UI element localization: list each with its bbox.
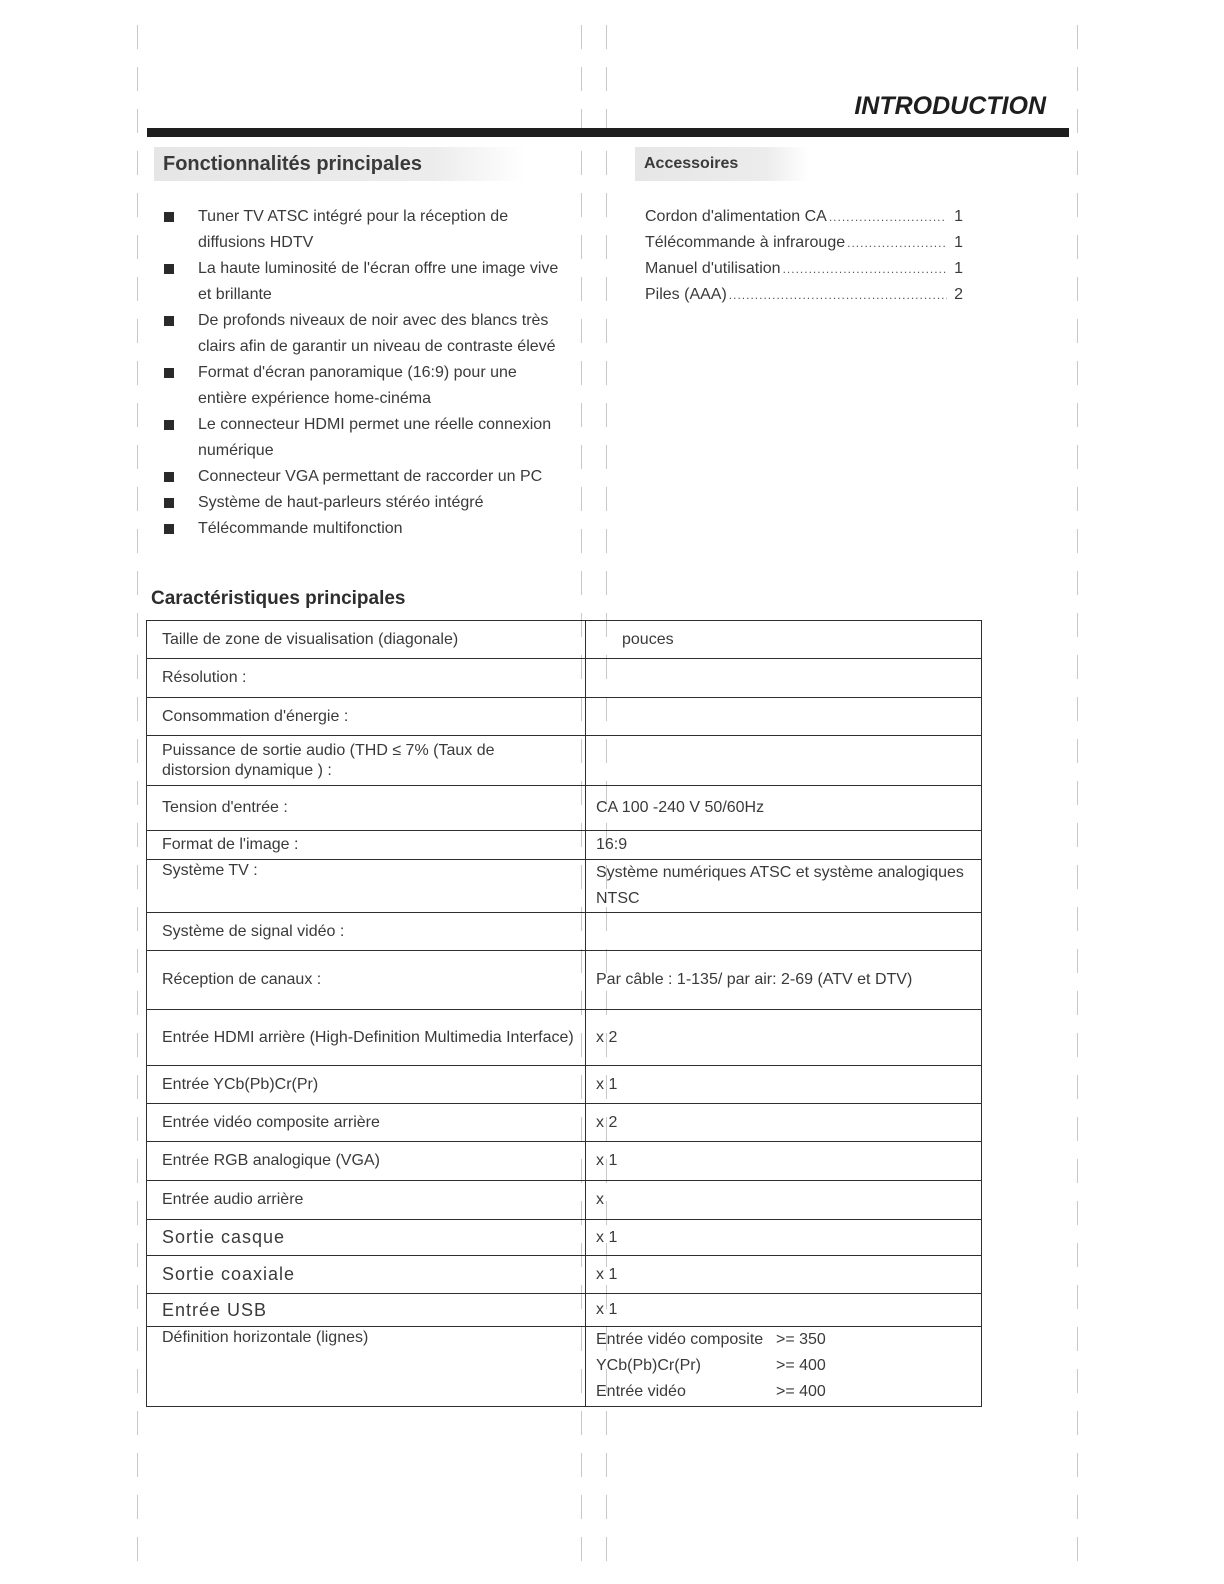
bullet-square-icon [164,472,174,482]
table-row: Tension d'entrée : CA 100 -240 V 50/60Hz [147,786,982,831]
margin-tick [137,781,138,805]
page-section-title: INTRODUCTION [854,92,1046,120]
bullet-square-icon [164,524,174,534]
margin-tick [1077,277,1078,301]
margin-tick [1077,1033,1078,1057]
margin-tick [606,1495,607,1519]
bullet-square-icon [164,420,174,430]
margin-tick [606,25,607,49]
margin-tick [1077,529,1078,553]
margin-tick [1077,865,1078,889]
table-row: Puissance de sortie audio (THD ≤ 7% (Taux de distorsion dynamique ) : [147,736,982,786]
margin-tick [137,1327,138,1351]
margin-tick [137,1369,138,1393]
margin-tick [137,613,138,637]
margin-tick [581,1537,582,1561]
margin-tick [606,319,607,343]
margin-tick [1077,949,1078,973]
margin-tick [1077,739,1078,763]
table-row: Sortie casque x 1 [147,1220,982,1256]
table-row: Taille de zone de visualisation (diagonale) pouces [147,621,982,659]
margin-tick [606,277,607,301]
margin-tick [1077,25,1078,49]
features-heading: Fonctionnalités principales [154,147,525,181]
margin-tick [1077,613,1078,637]
feature-item: Connecteur VGA permettant de raccorder un PC [163,464,583,490]
margin-tick [137,361,138,385]
feature-item: Format d'écran panoramique (16:9) pour une entière expérience home-cinéma [163,360,583,412]
margin-tick [606,529,607,553]
margin-tick [1077,1327,1078,1351]
margin-tick [1077,1117,1078,1141]
margin-tick [137,67,138,91]
margin-tick [1077,361,1078,385]
margin-tick [137,907,138,931]
margin-tick [137,697,138,721]
bullet-square-icon [164,498,174,508]
table-row: Entrée RGB analogique (VGA) x 1 [147,1142,982,1181]
margin-tick [137,1159,138,1183]
table-row: Entrée USB x 1 [147,1294,982,1327]
margin-tick [137,235,138,259]
margin-tick [606,235,607,259]
margin-tick [137,1243,138,1267]
table-row: Entrée YCb(Pb)Cr(Pr) x 1 [147,1066,982,1104]
margin-tick [581,25,582,49]
margin-tick [137,949,138,973]
margin-tick [137,1033,138,1057]
margin-tick [1077,193,1078,217]
margin-tick [1077,907,1078,931]
margin-tick [1077,1495,1078,1519]
margin-tick [137,109,138,133]
margin-tick [137,445,138,469]
table-row: Format de l'image : 16:9 [147,831,982,860]
margin-tick [1077,781,1078,805]
margin-tick [137,403,138,427]
accessories-heading: Accessoires [635,147,809,181]
margin-tick [606,445,607,469]
margin-tick [137,1495,138,1519]
margin-tick [137,571,138,595]
margin-tick [581,571,582,595]
margin-tick [1077,991,1078,1015]
margin-tick [137,193,138,217]
table-row: Résolution : [147,659,982,698]
margin-tick [137,739,138,763]
margin-tick [1077,1159,1078,1183]
margin-tick [137,1453,138,1477]
accessories-list [645,204,963,308]
features-list [163,204,583,542]
table-row: Consommation d'énergie : [147,698,982,736]
margin-tick [137,277,138,301]
margin-tick [606,1537,607,1561]
margin-tick [606,403,607,427]
table-row: Système TV : Système numériques ATSC et système analogiques NTSC [147,860,982,913]
margin-tick [137,823,138,847]
margin-tick [1077,1285,1078,1309]
margin-tick [137,529,138,553]
margin-tick [137,25,138,49]
margin-tick [606,571,607,595]
margin-tick [1077,1075,1078,1099]
bullet-square-icon [164,212,174,222]
bullet-square-icon [164,368,174,378]
margin-tick [581,1495,582,1519]
margin-tick [606,67,607,91]
table-row: Entrée audio arrière x [147,1181,982,1220]
margin-tick [137,991,138,1015]
feature-item: La haute luminosité de l'écran offre une image vive et brillante [163,256,583,308]
margin-tick [1077,697,1078,721]
bullet-square-icon [164,316,174,326]
margin-tick [1077,1537,1078,1561]
feature-item: Tuner TV ATSC intégré pour la réception de diffusions HDTV [163,204,583,256]
margin-tick [1077,571,1078,595]
margin-tick [581,151,582,175]
accessory-item: Manuel d'utilisation ..... 1 [645,256,963,282]
margin-tick [1077,403,1078,427]
table-row: Réception de canaux : Par câble : 1-135/ par air: 2-69 (ATV et DTV) [147,951,982,1010]
margin-tick [1077,487,1078,511]
margin-tick [1077,655,1078,679]
accessory-item: Télécommande à infrarouge ..... 1 [645,230,963,256]
margin-tick [1077,1201,1078,1225]
margin-tick [581,1453,582,1477]
margin-tick [606,1453,607,1477]
accessory-item: Piles (AAA) ..... 2 [645,282,963,308]
table-row: Définition horizontale (lignes) Entrée vidéo composite >= 350 YCb(Pb)Cr(Pr) >= 400 Entrée vidéo >= 400 [147,1327,982,1407]
margin-tick [606,361,607,385]
margin-tick [137,1075,138,1099]
margin-tick [1077,1243,1078,1267]
margin-tick [581,67,582,91]
margin-tick [1077,445,1078,469]
header-rule [147,128,1069,137]
feature-item: Système de haut-parleurs stéréo intégré [163,490,583,516]
margin-tick [137,1537,138,1561]
margin-tick [1077,151,1078,175]
feature-item: De profonds niveaux de noir avec des blancs très clairs afin de garantir un niveau de contraste élevé [163,308,583,360]
margin-tick [137,1117,138,1141]
margin-tick [137,1201,138,1225]
margin-tick [137,319,138,343]
margin-tick [1077,1369,1078,1393]
margin-tick [1077,1411,1078,1435]
margin-tick [1077,235,1078,259]
horizontal-definition-values: Entrée vidéo composite >= 350 YCb(Pb)Cr(Pr) >= 400 Entrée vidéo >= 400 [586,1327,982,1407]
margin-tick [137,655,138,679]
specs-heading: Caractéristiques principales [151,588,406,609]
margin-tick [137,865,138,889]
feature-item: Le connecteur HDMI permet une réelle connexion numérique [163,412,583,464]
margin-tick [1077,1453,1078,1477]
bullet-square-icon [164,264,174,274]
table-row: Entrée vidéo composite arrière x 2 [147,1104,982,1142]
margin-tick [137,1411,138,1435]
margin-tick [606,151,607,175]
margin-tick [137,151,138,175]
margin-tick [581,1411,582,1435]
table-row: Entrée HDMI arrière (High-Definition Multimedia Interface) x 2 [147,1010,982,1066]
margin-tick [1077,823,1078,847]
margin-tick [1077,319,1078,343]
margin-tick [1077,67,1078,91]
specs-table [146,620,982,1407]
margin-tick [606,193,607,217]
table-row: Sortie coaxiale x 1 [147,1256,982,1294]
margin-tick [606,1411,607,1435]
table-row: Système de signal vidéo : [147,913,982,951]
margin-tick [137,487,138,511]
feature-item: Télécommande multifonction [163,516,583,542]
margin-tick [137,1285,138,1309]
accessory-item: Cordon d'alimentation CA ..... 1 [645,204,963,230]
margin-tick [1077,109,1078,133]
margin-tick [606,487,607,511]
